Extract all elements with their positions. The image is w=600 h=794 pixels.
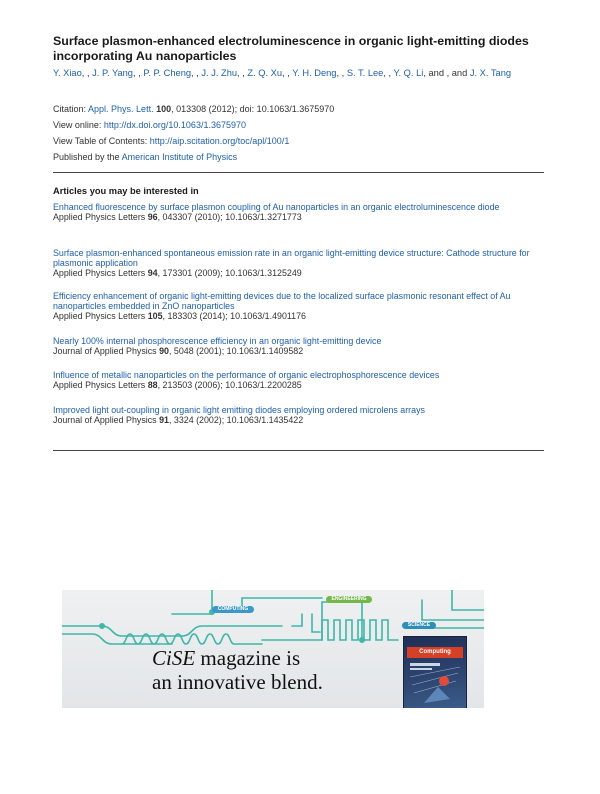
ad-headline-line1 xyxy=(152,646,323,670)
related-article-title-link[interactable]: Surface plasmon-enhanced spontaneous emission rate in an organic light-emitting device structure: Cathode structure for plasmonic application xyxy=(53,248,530,268)
author-link[interactable]: P. P. Cheng xyxy=(143,68,192,78)
related-article-title-link[interactable]: Improved light out-coupling in organic light emitting diodes employing ordered microlens arrays xyxy=(53,405,425,415)
author-link[interactable]: Z. Q. Xu xyxy=(247,68,283,78)
publisher-link[interactable]: American Institute of Physics xyxy=(121,152,238,162)
related-article-details: , 213503 (2006); 10.1063/1.2200285 xyxy=(157,380,302,390)
related-article-title-link[interactable]: Nearly 100% internal phosphorescence efficiency in an organic light-emitting device xyxy=(53,336,382,346)
related-article-journal: Journal of Applied Physics xyxy=(53,415,157,425)
related-article xyxy=(53,202,543,222)
related-article-title-link[interactable]: Enhanced fluorescence by surface plasmon coupling of Au nanoparticles in an organic electroluminescence diode xyxy=(53,202,500,212)
citation-rest: , 013308 (2012); doi: 10.1063/1.3675970 xyxy=(171,104,335,114)
publisher-label: Published by the xyxy=(53,152,122,162)
magazine-cover[interactable] xyxy=(403,636,467,708)
ad-line1-rest: magazine is xyxy=(195,646,301,670)
author-separator: , , xyxy=(237,68,248,78)
author-link[interactable]: J. X. Tang xyxy=(469,68,512,78)
citation-journal-link[interactable]: Appl. Phys. Lett. xyxy=(88,104,154,114)
related-article-volume: 90 xyxy=(159,346,169,356)
citation-volume: 100 xyxy=(156,104,172,114)
bottom-divider xyxy=(53,450,544,451)
related-article-details: , 3324 (2002); 10.1063/1.1435422 xyxy=(168,415,304,425)
author-separator: , , xyxy=(132,68,144,78)
author-list xyxy=(53,67,553,79)
related-article-title-link[interactable]: Influence of metallic nanoparticles on the performance of organic electrophosphorescence devices xyxy=(53,370,440,380)
author-link[interactable]: J. P. Yang xyxy=(92,68,133,78)
cover-title: Computing xyxy=(407,647,463,658)
view-online-link[interactable]: http://dx.doi.org/10.1063/1.3675970 xyxy=(103,120,246,130)
author-last-join: , and , and xyxy=(423,68,470,78)
cover-artwork xyxy=(404,637,466,708)
related-articles-heading: Articles you may be interested in xyxy=(53,186,199,196)
engineering-tag: ENGINEERING xyxy=(326,596,372,603)
related-article-citation xyxy=(53,268,543,278)
ad-headline-line2: an innovative blend. xyxy=(152,670,323,694)
related-article-journal: Applied Physics Letters xyxy=(53,212,146,222)
related-article-citation xyxy=(53,212,543,222)
related-article xyxy=(53,370,543,390)
publisher-line xyxy=(53,152,553,163)
author-separator: , , xyxy=(191,68,202,78)
related-article-details: , 043307 (2010); 10.1063/1.3271773 xyxy=(157,212,302,222)
related-article xyxy=(53,291,543,321)
toc-line xyxy=(53,136,553,147)
toc-label: View Table of Contents: xyxy=(53,136,150,146)
related-article-title-link[interactable]: Efficiency enhancement of organic light-emitting devices due to the localized surface plasmonic resonant effect of Au nanoparticles embedded in ZnO nanoparticles xyxy=(53,291,511,311)
author-separator: , , xyxy=(336,68,347,78)
related-article-journal: Applied Physics Letters xyxy=(53,380,146,390)
related-article-details: , 183303 (2014); 10.1063/1.4901176 xyxy=(162,311,306,321)
related-article-journal: Journal of Applied Physics xyxy=(53,346,157,356)
science-tag: SCIENCE xyxy=(402,622,436,629)
related-article-journal: Applied Physics Letters xyxy=(53,268,146,278)
related-article xyxy=(53,336,543,356)
related-article-citation xyxy=(53,380,543,390)
related-article-journal: Applied Physics Letters xyxy=(53,311,146,321)
cise-advertisement[interactable] xyxy=(62,590,484,708)
computing-tag: COMPUTING xyxy=(212,606,254,613)
related-article xyxy=(53,405,543,425)
related-article-citation xyxy=(53,415,543,425)
author-separator: , , xyxy=(383,68,394,78)
author-separator: , , xyxy=(81,68,93,78)
related-article-details: , 173301 (2009); 10.1063/1.3125249 xyxy=(157,268,302,278)
related-article-volume: 91 xyxy=(159,415,169,425)
author-link[interactable]: Y. H. Deng xyxy=(292,68,337,78)
related-article-volume: 96 xyxy=(147,212,158,222)
view-online-line xyxy=(53,120,553,131)
ad-cise-word: CiSE xyxy=(152,646,196,670)
author-link[interactable]: J. J. Zhu xyxy=(201,68,238,78)
related-article-volume: 88 xyxy=(147,380,158,390)
author-separator: , , xyxy=(282,68,293,78)
view-online-label: View online: xyxy=(53,120,104,130)
ad-headline xyxy=(152,646,323,694)
citation-label: Citation: xyxy=(53,104,89,114)
related-article xyxy=(53,248,543,278)
author-link[interactable]: S. T. Lee xyxy=(346,68,384,78)
paper-title: Surface plasmon-enhanced electroluminescence in organic light-emitting diodes incorporating Au nanoparticles xyxy=(53,34,529,63)
citation-line xyxy=(53,104,553,115)
related-article-volume: 94 xyxy=(147,268,158,278)
toc-link[interactable]: http://aip.scitation.org/toc/apl/100/1 xyxy=(149,136,290,146)
related-article-volume: 105 xyxy=(147,311,163,321)
related-article-details: , 5048 (2001); 10.1063/1.1409582 xyxy=(168,346,304,356)
related-article-citation xyxy=(53,311,543,321)
author-link[interactable]: Y. Q. Li xyxy=(393,68,424,78)
related-article-citation xyxy=(53,346,543,356)
top-divider xyxy=(53,172,544,173)
author-link[interactable]: Y. Xiao xyxy=(53,68,82,78)
